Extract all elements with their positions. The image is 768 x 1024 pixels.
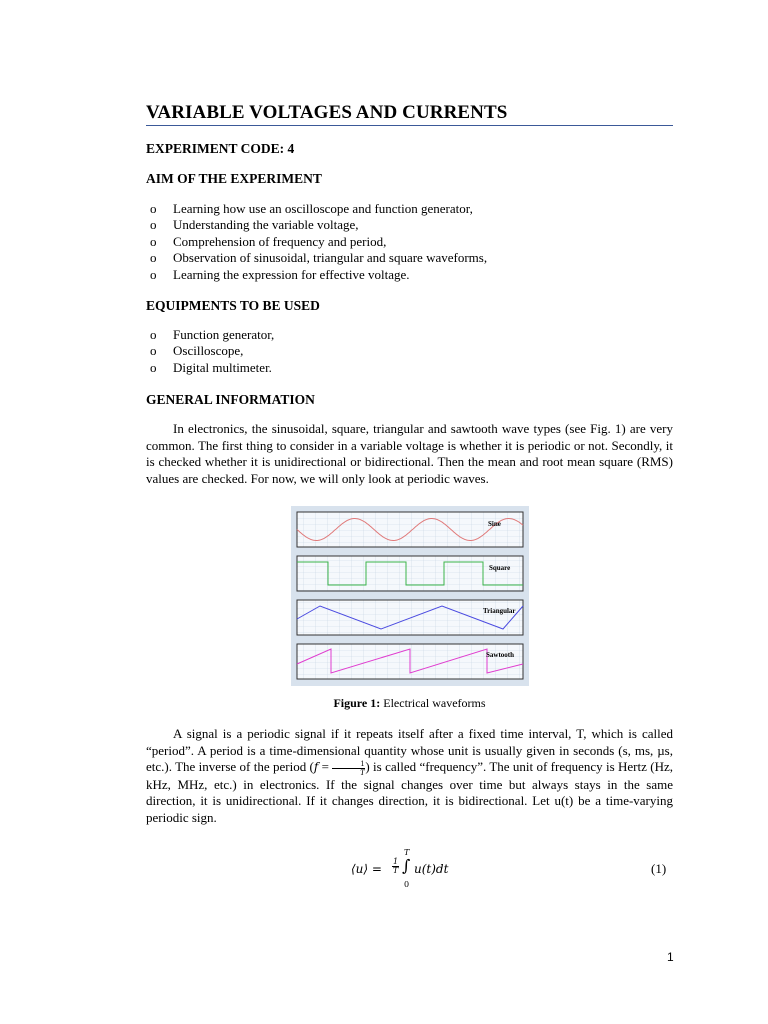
square-panel: [297, 556, 523, 591]
caption-text: Electrical waveforms: [380, 696, 486, 710]
bullet-icon: o: [150, 359, 157, 375]
formula-fraction: $\frac{1}{T}$: [332, 760, 365, 777]
caption-label: Figure 1:: [333, 696, 381, 710]
list-item: o Function generator,: [150, 327, 275, 342]
general-information-heading: GENERAL INFORMATION: [146, 392, 315, 407]
formula-f: f: [313, 760, 319, 774]
aim-list: [146, 201, 487, 283]
figure-caption: [146, 696, 673, 711]
page-title: VARIABLE VOLTAGES AND CURRENTS: [146, 102, 508, 123]
list-item: o Oscilloscope,: [150, 343, 244, 359]
list-item: o Learning the expression for effective voltage.: [150, 266, 410, 282]
title-underline: [146, 125, 673, 126]
equipment-heading: EQUIPMENTS TO BE USED: [146, 298, 320, 313]
integral-upper-limit: T: [404, 848, 410, 857]
bullet-icon: o: [150, 266, 157, 282]
general-paragraph: In electronics, the sinusoidal, square, triangular and sawtooth wave types (see Fig. 1) are very common. The first thing to consider in a variable voltage is whether it is periodic or not. Secondly, it is checked whether it is unidirectional or bidirectional. Then the mean and root mean square (RMS) values are checked. For now, we will only look at periodic waves.: [146, 421, 673, 486]
integrand: u(t)dt: [414, 862, 449, 876]
bullet-icon: o: [150, 217, 157, 233]
equipment-list: [146, 327, 274, 376]
bullet-icon: o: [150, 233, 157, 249]
integral-lower-limit: 0: [404, 880, 410, 889]
list-item: o Digital multimeter.: [150, 359, 272, 375]
page-number: 1: [667, 950, 674, 964]
equation-number: (1): [651, 861, 667, 876]
sawtooth-panel: [297, 644, 523, 679]
experiment-code-heading: EXPERIMENT CODE: 4: [146, 141, 295, 156]
triangular-label: Triangular: [483, 607, 516, 615]
sine-label: Sine: [488, 520, 501, 528]
equation-fraction: $\frac{1}{T}$: [392, 857, 399, 875]
triangular-panel: [297, 600, 523, 635]
mean-value-equation: [300, 844, 480, 894]
bullet-icon: o: [150, 343, 157, 359]
list-item: o Understanding the variable voltage,: [150, 217, 359, 233]
bullet-icon: o: [150, 250, 157, 266]
sawtooth-label: Sawtooth: [486, 651, 515, 659]
square-label: Square: [489, 564, 511, 572]
integral-sign: ∫: [402, 856, 411, 875]
signal-paragraph: A signal is a periodic signal if it repeats itself after a fixed time interval, T, which is called “period”. A period is a time-dimensional quantity whose unit is usually given in seconds (s, ms, µs, etc.). The inverse of the period (f = $\frac{1}{T}$ ) is called “frequency”. The unit of frequency is Hertz (Hz, kHz, MHz, etc.) in electronics. If the signal changes over time but always stays in the same direction, it is unidirectional. If it changes direction, it is bidirectional. Let u(t) be a time-varying periodic sign.: [146, 726, 673, 825]
waveforms-svg: [291, 506, 529, 686]
sine-panel: [297, 512, 523, 547]
list-item: o Comprehension of frequency and period,: [150, 233, 387, 249]
bullet-icon: o: [150, 201, 157, 216]
waveforms-figure: [291, 506, 529, 686]
list-item: o Observation of sinusoidal, triangular and square waveforms,: [150, 250, 488, 266]
bullet-icon: o: [150, 327, 157, 342]
aim-heading: AIM OF THE EXPERIMENT: [146, 171, 322, 186]
list-item: o Learning how use an oscilloscope and function generator,: [150, 201, 473, 216]
equation-lhs: ⟨u⟩ =: [351, 862, 382, 876]
